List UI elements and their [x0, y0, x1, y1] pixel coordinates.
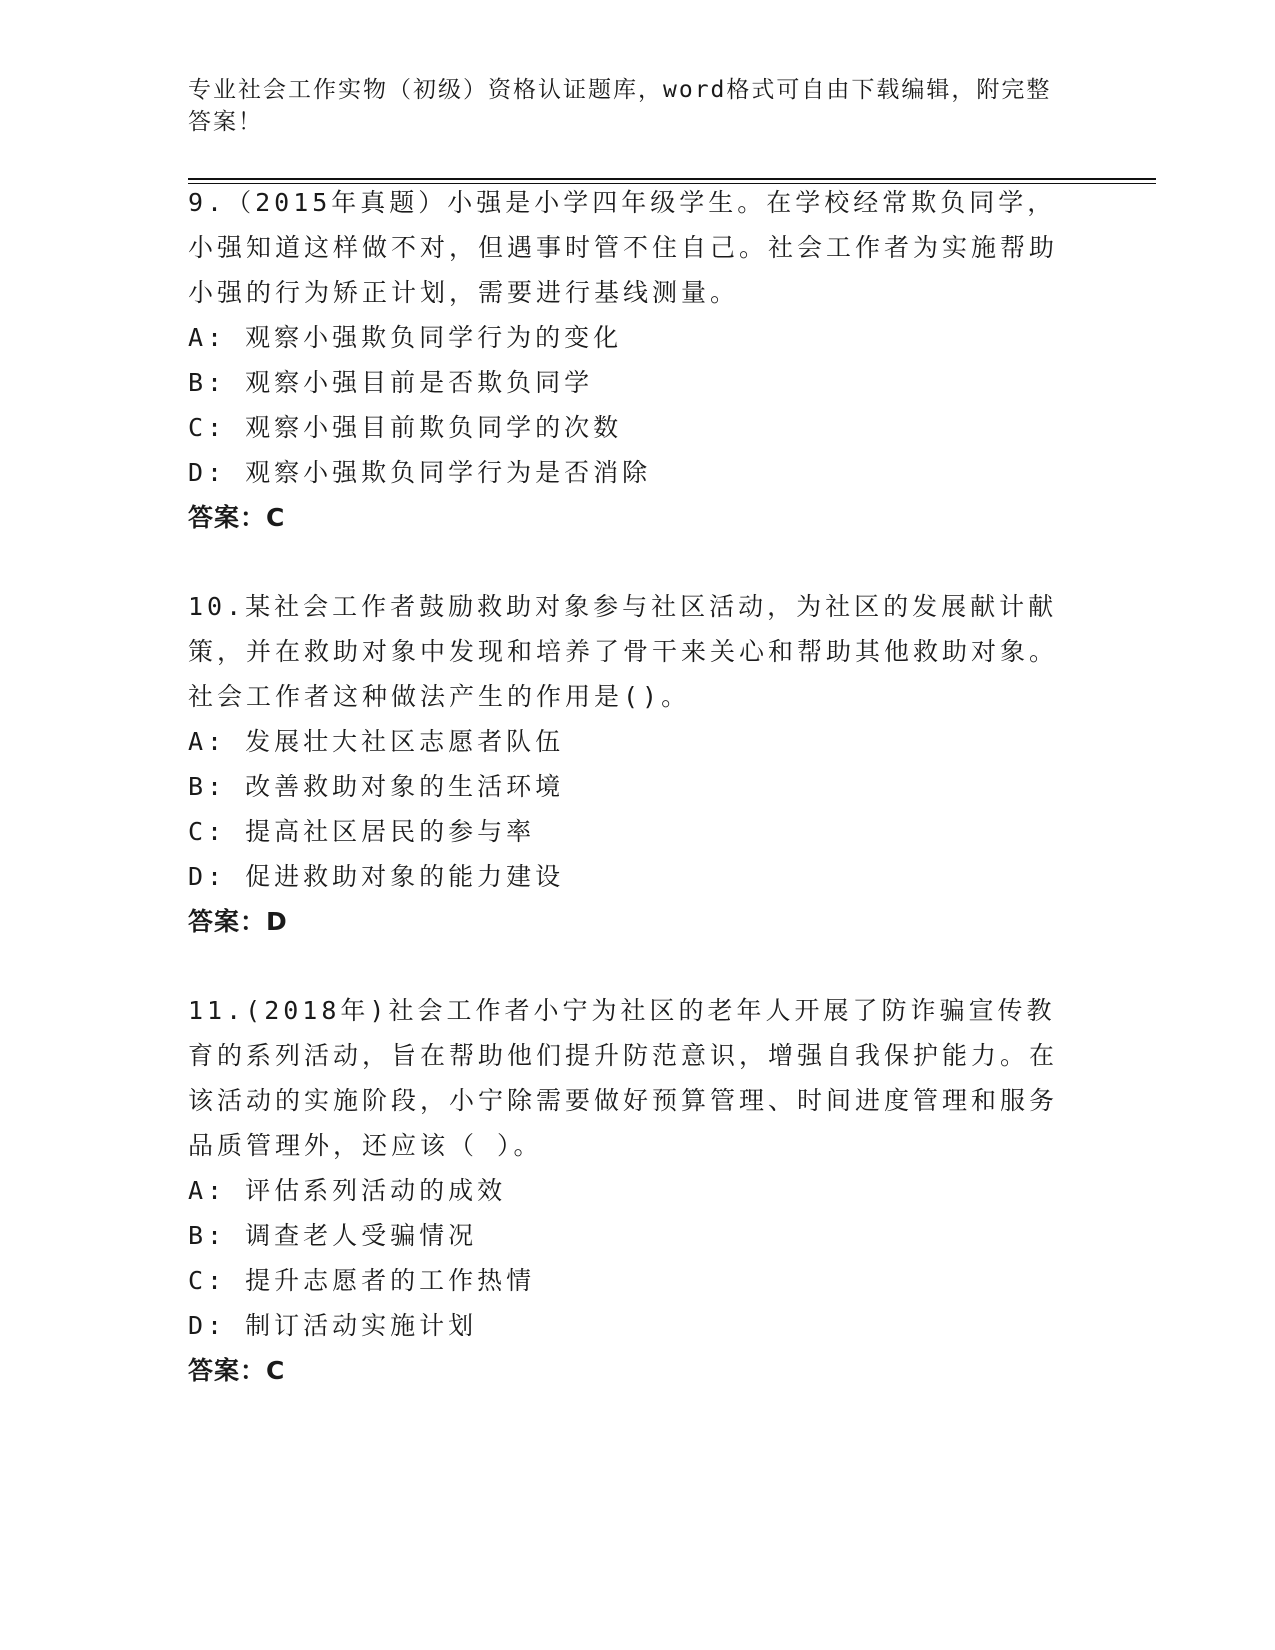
option-a: A: 评估系列活动的成效 [188, 1176, 507, 1205]
question-11 [188, 988, 1088, 1393]
answer-label: 答案：D [188, 907, 288, 936]
option-d: D: 制订活动实施计划 [188, 1311, 478, 1340]
option-b: B: 观察小强目前是否欺负同学 [188, 368, 594, 397]
option-c: C: 提升志愿者的工作热情 [188, 1266, 536, 1295]
answer-label: 答案：C [188, 503, 286, 532]
question-stem: 9.（2015年真题）小强是小学四年级学生。在学校经常欺负同学，小强知道这样做不对，但遇事时管不住自己。社会工作者为实施帮助小强的行为矫正计划，需要进行基线测量。 [188, 188, 1059, 307]
question-stem: 10.某社会工作者鼓励救助对象参与社区活动，为社区的发展献计献策，并在救助对象中发现和培养了骨干来关心和帮助其他救助对象。社会工作者这种做法产生的作用是()。 [188, 592, 1059, 711]
option-b: B: 改善救助对象的生活环境 [188, 772, 565, 801]
option-a: A: 观察小强欺负同学行为的变化 [188, 323, 623, 352]
answer-label: 答案：C [188, 1356, 286, 1385]
question-10 [188, 584, 1088, 944]
option-c: C: 提高社区居民的参与率 [188, 817, 536, 846]
question-9 [188, 180, 1088, 540]
option-d: D: 促进救助对象的能力建设 [188, 862, 565, 891]
option-d: D: 观察小强欺负同学行为是否消除 [188, 458, 652, 487]
page-header: 专业社会工作实物（初级）资格认证题库，word格式可自由下载编辑，附完整答案！ [188, 77, 1052, 135]
option-b: B: 调查老人受骗情况 [188, 1221, 478, 1250]
option-c: C: 观察小强目前欺负同学的次数 [188, 413, 623, 442]
question-stem: 11.(2018年)社会工作者小宁为社区的老年人开展了防诈骗宣传教育的系列活动，旨在帮助他们提升防范意识，增强自我保护能力。在该活动的实施阶段，小宁除需要做好预算管理、时间进度管理和服务品质管理外，还应该（ ）。 [188, 996, 1059, 1160]
option-a: A: 发展壮大社区志愿者队伍 [188, 727, 565, 756]
